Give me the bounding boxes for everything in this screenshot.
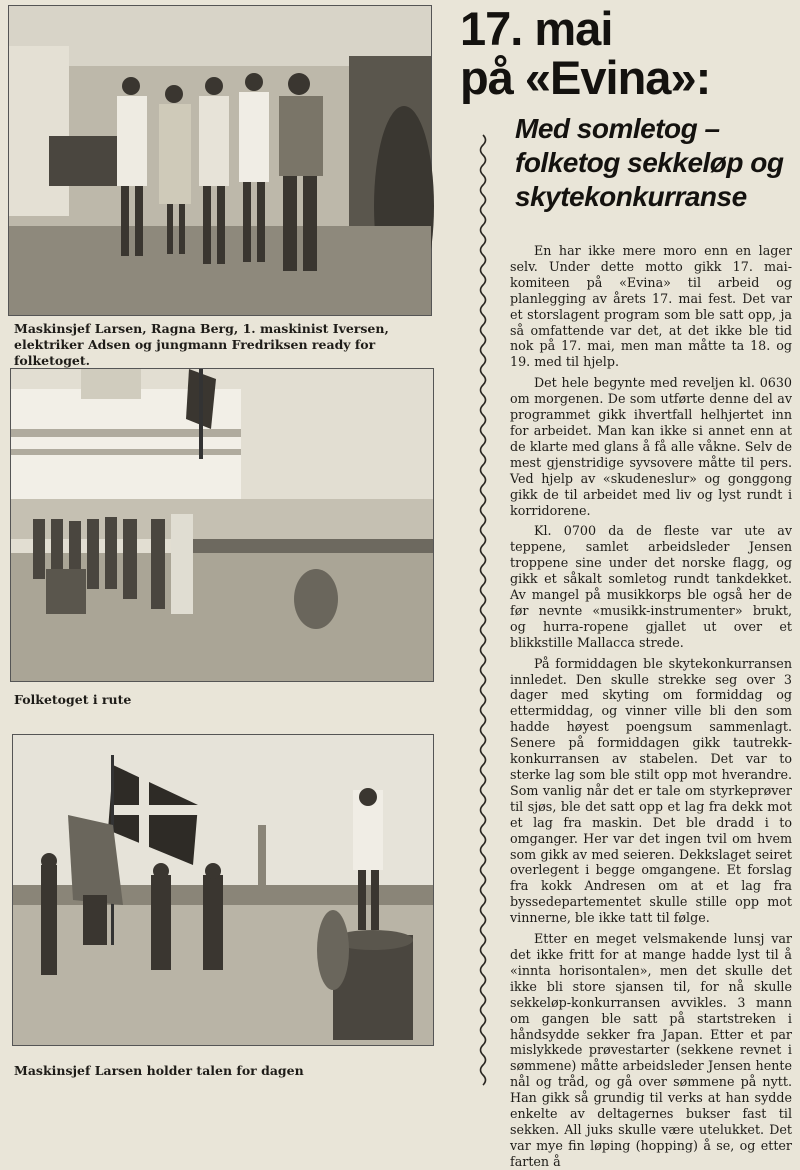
headline-line-2: på «Evina»:: [460, 51, 711, 104]
caption-photo-3: Maskinsjef Larsen holder talen for dagen: [14, 1063, 304, 1078]
caption-photo-1: Maskinsjef Larsen, Ragna Berg, 1. maskinist Iversen, elektriker Adsen og jungmann Fredriksen ready for folketoget.: [14, 321, 389, 368]
headline-line-1: 17. mai: [460, 2, 613, 55]
caption-photo-2: Folketoget i rute: [14, 692, 132, 707]
paragraph-5: Etter en meget velsmakende lunsj var det ikke fritt for at mange hadde lyst til å «innta horisontalen», men det skulle det ikke bli store sjansen til, for nå skulle sekkeløp-konkurransen avvikles. 3 mann om gangen ble satt på startstreken i håndsydde sekker fra Japan. Etter et par mislykkede prøvestarter (sekkene revnet i sømmene) måtte arbeidsleder Jensen hente nål og tråd, og gå over sømmene på nytt. Han gikk så grundig til verks at han sydde enkelte av deltagernes bukser fast til sekken. All juks skulle være utelukket. Det var mye fin løping (hopping) å se, og etter farten å: [510, 931, 792, 1169]
paragraph-2: Det hele begynte med reveljen kl. 0630 om morgenen. De som utførte denne del av programmet gikk ihvertfall helhjertet inn for arbeidet. Man kan ikke si annet enn at de klarte med glans å få alle våkne. Selv de mest gjenstridige syvsovere måtte til pers. Ved hjelp av «skudeneslur» og gonggong gikk de til arbeidet med liv og lyst rundt i korridorene.: [510, 375, 792, 518]
photo-crew-on-deck: [8, 5, 432, 316]
paragraph-1: En har ikke mere moro enn en lager selv. Under dette motto gikk 17. mai-komiteen på «Evina» til arbeid og planlegging av årets 17. mai fest. Det var et storslagent program som ble satt opp, ja så omfattende var det, at det ikke ble tid nok på 17. mai, men man måtte ta 18. og 19. med til hjelp.: [510, 243, 792, 370]
article-body: [510, 243, 792, 1169]
photo-procession: [10, 368, 434, 682]
photo-speech: [12, 734, 434, 1046]
column-divider: [476, 135, 490, 1085]
article-headline: [460, 4, 710, 102]
paragraph-3: Kl. 0700 da de fleste var ute av teppene, samlet arbeidsleder Jensen troppene sine under det norske flagg, og gikk et såkalt somletog rundt tankdekket. Av mangel på musikkorps ble også her de før nevnte «musikk-instrumenter» brukt, og hurra-ropene gjallet ut over et blikkstille Mallacca strede.: [510, 523, 792, 650]
paragraph-4: På formiddagen ble skytekonkurransen innledet. Den skulle strekke seg over 3 dager med skyting om formiddag og ettermiddag, og vinner ville bli den som hadde høyest poengsum sammenlagt. Senere på formiddagen gikk tautrekk-konkurransen av stabelen. Det var to sterke lag som ble stilt opp mot hverandre. Som vanlig når det er tale om styrkeprøver til sjøs, ble det satt opp et lag fra dekk mot et lag fra maskin. Det ble dradd i to omganger. Her var det ingen tvil om hvem som gikk av med seieren. Dekkslaget seiret overlegent i begge omgangene. Et forslag fra kokk Andresen om at et lag fra byssedepartementet skulle stille opp mot vinnerne, ble ikke tatt til følge.: [510, 655, 792, 926]
article-subhead: Med somletog – folketog sekkeløp og skytekonkurranse: [515, 113, 784, 212]
